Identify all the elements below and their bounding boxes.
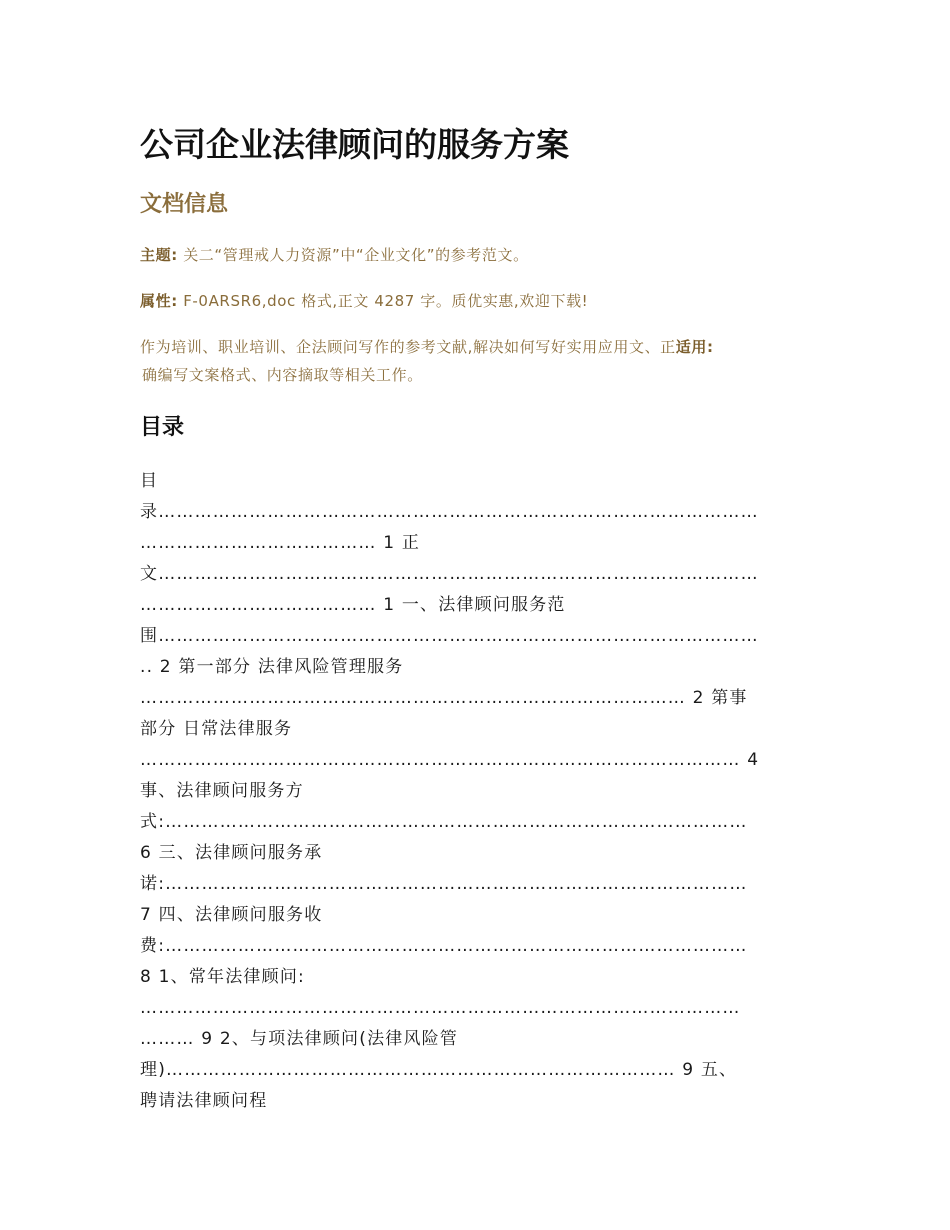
attribute-line <box>140 287 812 315</box>
toc-line: 费:…………………………………………………………………………………… <box>140 936 748 956</box>
toc-heading: 目录 <box>140 415 185 440</box>
toc-line: 围……………………………………………………………………………………… <box>140 626 759 646</box>
toc-line: ………………………………… 1 正 <box>140 533 421 553</box>
toc-body <box>140 466 810 1117</box>
document-title: 公司企业法律顾问的服务方案 <box>140 125 569 164</box>
attribute-value: F-0ARSR6,doc 格式,正文 4287 字。质优实惠,欢迎下载! <box>183 292 589 310</box>
toc-line: ……………………………………………………………………………………… <box>140 998 741 1018</box>
toc-line: ……… 9 2、与项法律顾问(法律风险管 <box>140 1029 459 1049</box>
toc-line: 录……………………………………………………………………………………… <box>140 502 759 522</box>
toc-line: 理)………………………………………………………………………… 9 五、 <box>140 1060 738 1080</box>
usage-label: 适用: <box>675 338 714 356</box>
toc-line: 文……………………………………………………………………………………… <box>140 564 759 584</box>
toc-line: ……………………………………………………………………………… 2 第事 <box>140 688 748 708</box>
toc-line: 8 1、常年法律顾问: <box>140 967 305 987</box>
document-info-heading: 文档信息 <box>140 192 229 217</box>
usage-line <box>140 333 812 389</box>
usage-first-line <box>140 333 812 361</box>
toc-line: ……………………………………………………………………………………… 4 <box>140 750 760 770</box>
toc-line: 式:…………………………………………………………………………………… <box>140 812 748 832</box>
toc-line: 事、法律顾问服务方 <box>140 781 304 801</box>
toc-line: 6 三、法律顾问服务承 <box>140 843 323 863</box>
attribute-label: 属性: <box>140 292 178 310</box>
toc-line: ………………………………… 1 一、法律顾问服务范 <box>140 595 566 615</box>
subject-line <box>140 241 812 269</box>
toc-line: 目 <box>140 471 159 491</box>
toc-line: 诺:…………………………………………………………………………………… <box>140 874 748 894</box>
subject-value: 关二“管理戒人力资源”中“企业文化”的参考范文。 <box>183 246 529 264</box>
toc-line: 部分 日常法律服务 <box>140 719 293 739</box>
usage-text-line2: 确编写文案格式、内容摘取等相关工作。 <box>142 366 423 384</box>
usage-text-line1: 作为培训、职业培训、企法顾问写作的参考文献,解决如何写好实用应用文、正 <box>140 338 676 356</box>
subject-label: 主题: <box>140 246 178 264</box>
toc-line: 聘请法律顾问程 <box>140 1091 268 1111</box>
toc-line: .. 2 第一部分 法律风险管理服务 <box>140 657 404 677</box>
toc-line: 7 四、法律顾问服务收 <box>140 905 323 925</box>
